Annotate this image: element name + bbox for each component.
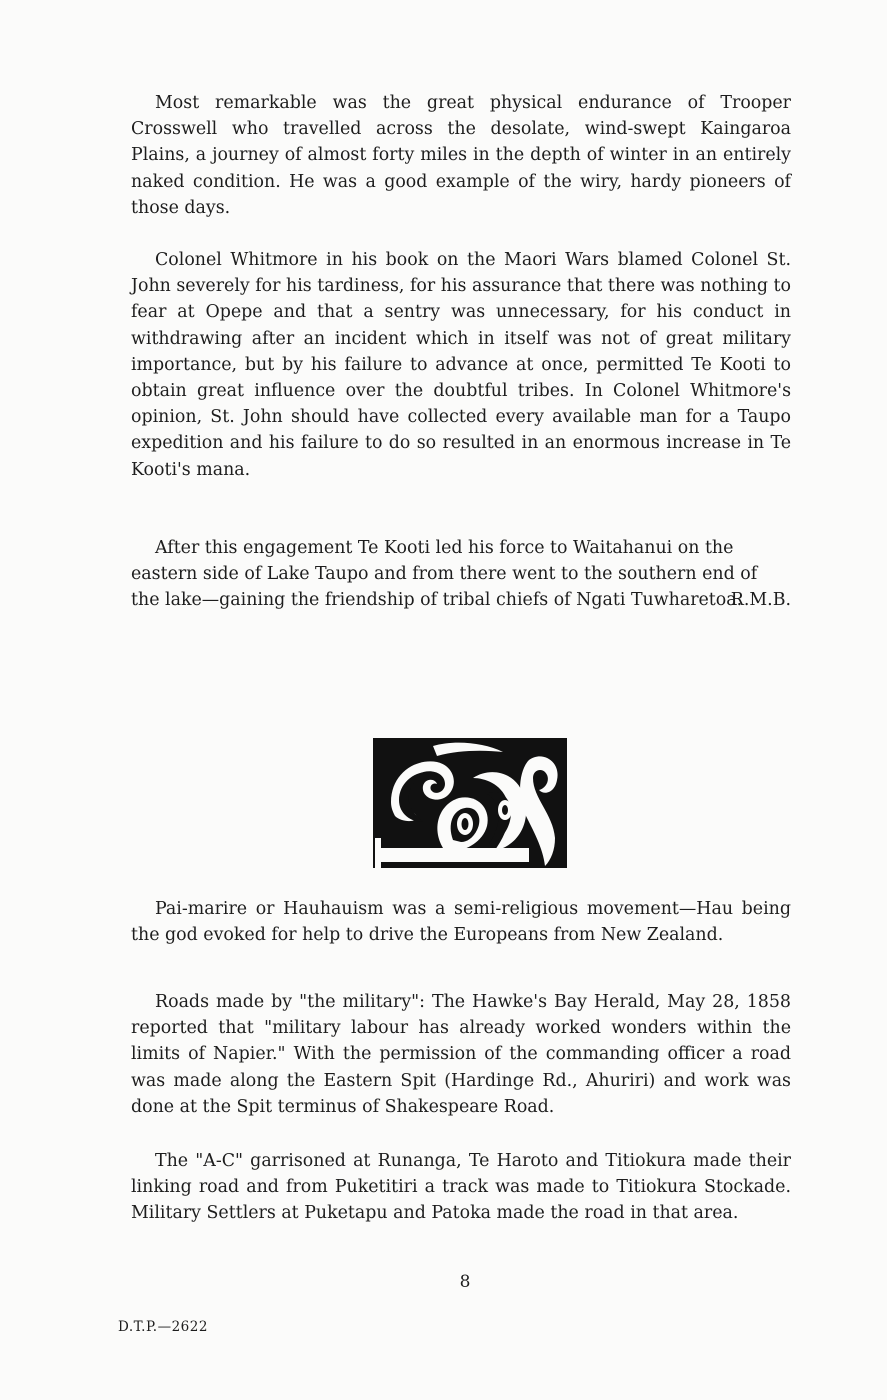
paragraph-colonel-whitmore: Colonel Whitmore in his book on the Maori Wars blamed Colonel St. John severely for his tardiness, for his assurance that there was nothing to fear at Opepe and that a sentry was unnecessary, for his conduct in withdrawing after an incident which in itself was not of great military importance, but by his failure to advance at once, permitted Te Kooti to obtain great influence over the doubtful tribes. In Colonel Whitmore's opinion, St. John should have collected every available man for a Taupo expedition and his failure to do so resulted in an enormous increase in Te Kooti's mana. <box>131 250 791 480</box>
paragraph-trooper-crosswell: Most remarkable was the great physical endurance of Trooper Crosswell who travelled across the desolate, wind-swept Kaingaroa Plains, a journey of almost forty miles in the depth of winter in an entirely naked condition. He was a good example of the wiry, hardy pioneers of those days. <box>131 93 791 218</box>
paragraph-military-roads: Roads made by "the military": The Hawke's Bay Herald, May 28, 1858 reported that "military labour has already worked wonders within the limits of Napier." With the permission of the commanding officer a road was made along the Eastern Spit (Hardinge Rd., Ahuriri) and work was done at the Spit terminus of Shakespeare Road. <box>131 992 791 1117</box>
paragraph-pai-marire: Pai-marire or Hauhauism was a semi-religious movement—Hau being the god evoked for help to drive the Europeans from New Zealand. <box>131 899 791 946</box>
paragraph-te-kooti-text: After this engagement Te Kooti led his force to Waitahanui on the eastern side of Lake Taupo and from there went to the southern end of the lake—gaining the friendship of tribal chiefs of Ngati Tuwharetoa. <box>131 538 758 611</box>
paragraph-te-kooti <box>131 535 791 614</box>
author-signature: R.M.B. <box>730 590 791 611</box>
paragraph-a-c-garrison: The "A-C" garrisoned at Runanga, Te Haroto and Titiokura made their linking road and from Puketitiri a track was made to Titiokura Stockade. Military Settlers at Puketapu and Patoka made the road in that area. <box>131 1151 791 1224</box>
page-number: 8 <box>459 1272 471 1292</box>
maori-koru-ornament-icon <box>373 738 567 868</box>
printer-code: D.T.P.—2622 <box>118 1319 208 1335</box>
